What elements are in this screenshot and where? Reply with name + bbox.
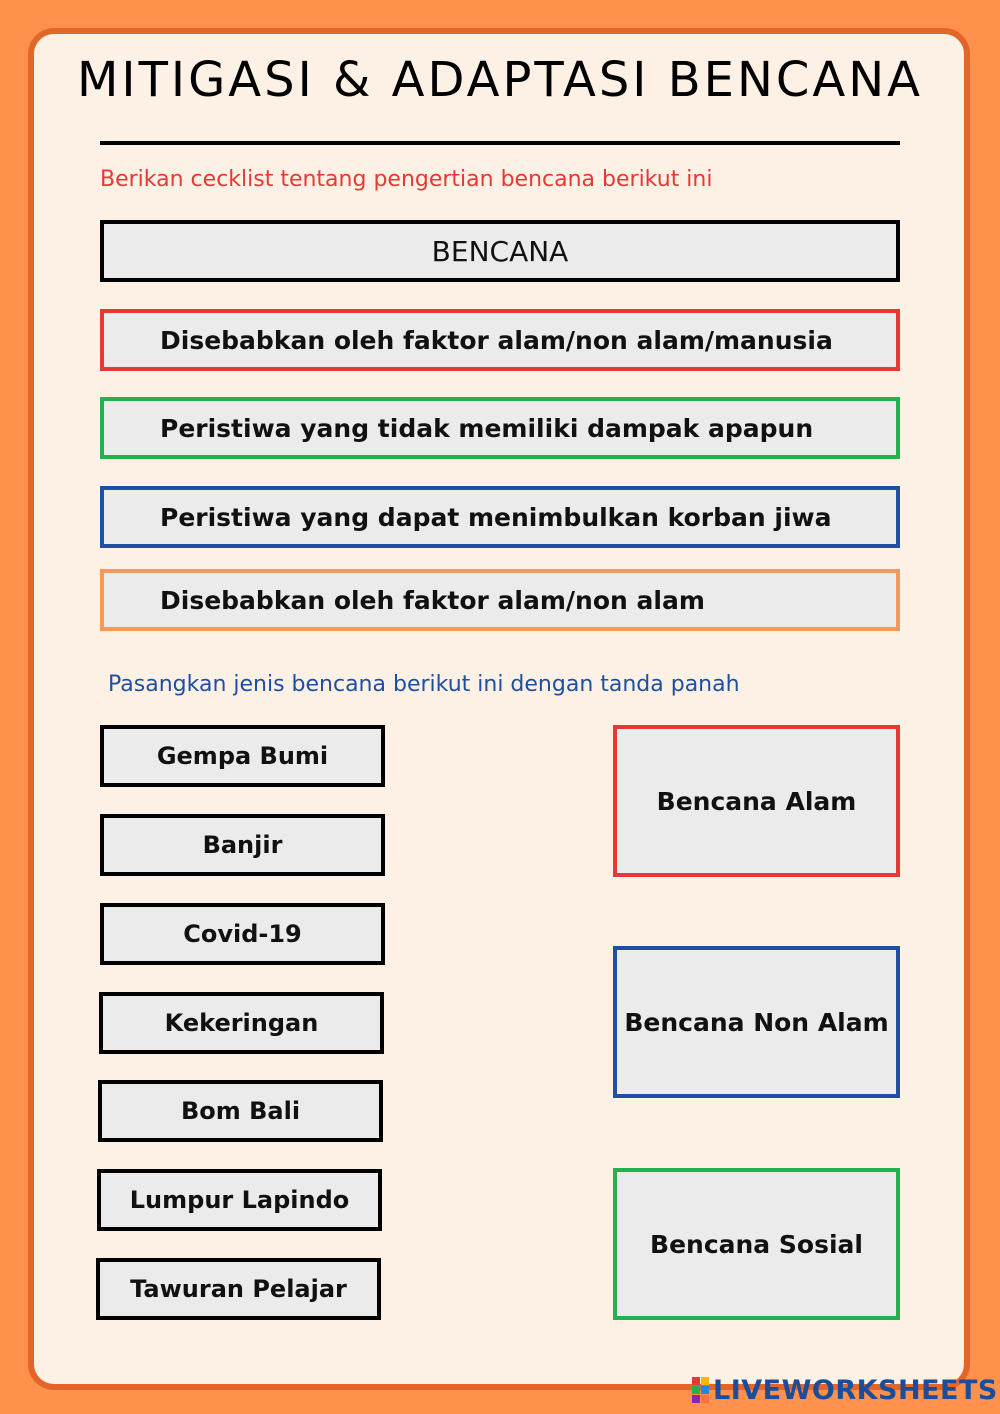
match-category-bencana-alam[interactable]: Bencana Alam [613, 725, 900, 877]
match-item-kekeringan[interactable]: Kekeringan [99, 992, 384, 1054]
liveworksheets-logo [692, 1374, 998, 1406]
checklist-option-4[interactable]: Disebabkan oleh faktor alam/non alam [100, 569, 900, 631]
match-item-gempa-bumi[interactable]: Gempa Bumi [100, 725, 385, 787]
title-divider [100, 141, 900, 145]
match-item-tawuran-pelajar[interactable]: Tawuran Pelajar [96, 1258, 381, 1320]
match-item-banjir[interactable]: Banjir [100, 814, 385, 876]
checklist-option-2[interactable]: Peristiwa yang tidak memiliki dampak apapun [100, 397, 900, 459]
checklist-option-3[interactable]: Peristiwa yang dapat menimbulkan korban jiwa [100, 486, 900, 548]
matching-instruction: Pasangkan jenis bencana berikut ini dengan tanda panah [108, 672, 740, 697]
liveworksheets-logo-text: LIVEWORKSHEETS [713, 1374, 998, 1406]
match-item-bom-bali[interactable]: Bom Bali [98, 1080, 383, 1142]
bencana-header: BENCANA [100, 220, 900, 282]
checklist-instruction: Berikan cecklist tentang pengertian bencana berikut ini [100, 167, 713, 192]
match-category-bencana-non-alam[interactable]: Bencana Non Alam [613, 946, 900, 1098]
liveworksheets-logo-icon [692, 1377, 709, 1403]
match-item-covid-19[interactable]: Covid-19 [100, 903, 385, 965]
checklist-option-1[interactable]: Disebabkan oleh faktor alam/non alam/manusia [100, 309, 900, 371]
match-item-lumpur-lapindo[interactable]: Lumpur Lapindo [97, 1169, 382, 1231]
page-title: MITIGASI & ADAPTASI BENCANA [77, 52, 923, 108]
match-category-bencana-sosial[interactable]: Bencana Sosial [613, 1168, 900, 1320]
